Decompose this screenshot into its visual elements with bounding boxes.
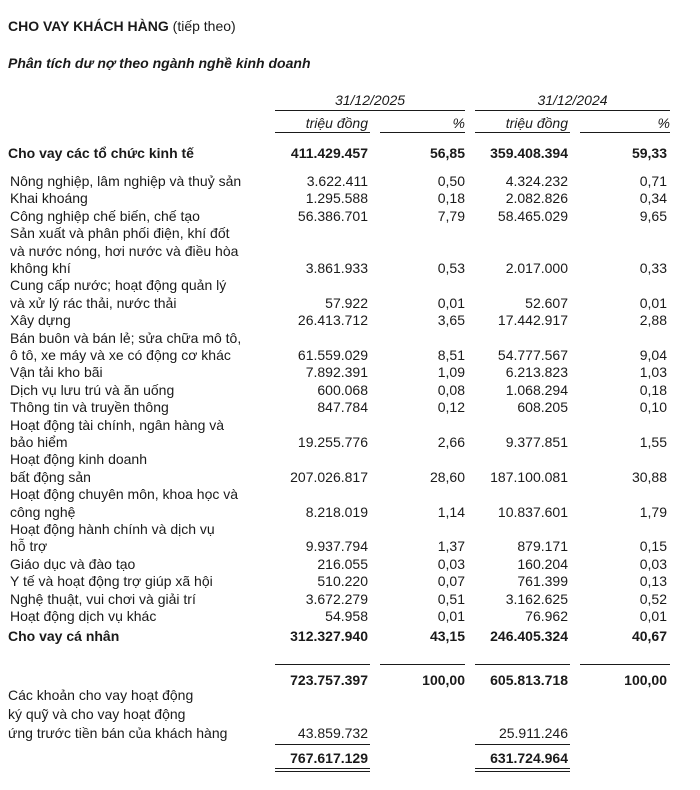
row-label: Giáo dục và đào tạo [10, 555, 136, 572]
row-label: Bán buôn và bán lẻ; sửa chữa mô tô, [10, 329, 242, 346]
row-2024-percent: 0,33 [639, 260, 667, 276]
row-2024-percent: 0,71 [639, 173, 667, 189]
row-label: công nghệ [10, 503, 76, 520]
row-2024-amount: 54.777.567 [497, 347, 568, 363]
row-2025-percent: 0,01 [437, 294, 465, 311]
row-2025-percent: 1,37 [437, 538, 465, 555]
row-2024-amount: 3.162.625 [505, 590, 568, 607]
row-2025-percent: 1,09 [437, 364, 465, 381]
row-2024-percent: 0,15 [639, 538, 667, 555]
row-label: Sản xuất và phân phối điện, khí đốt [10, 225, 230, 242]
margin-lending-2024-amount: 25.911.246 [498, 725, 568, 741]
row-2024-percent: 0,01 [639, 294, 667, 311]
row-2025-percent: 0,50 [437, 173, 465, 189]
row-label: Hoạt động hành chính và dịch vụ [10, 521, 215, 537]
grand-total-rule-2025 [275, 744, 370, 745]
row-2025-amount: 510.220 [317, 573, 368, 590]
subtotal-2024-percent: 100,00 [624, 672, 667, 688]
row-2025-percent: 0,51 [437, 590, 465, 607]
row-2025-amount: 54.958 [325, 608, 368, 624]
row-2024-percent: 0,01 [639, 608, 667, 624]
period-header-2024-underline [475, 110, 670, 111]
row-2024-percent: 0,13 [639, 573, 667, 590]
row-2025-amount: 3.622.411 [306, 173, 368, 189]
row-label: bất động sản [10, 468, 91, 485]
row-2024-percent: 9,65 [639, 207, 667, 224]
row-label: và nước nóng, hơi nước và điều hòa [10, 242, 239, 259]
subtotal-2025-amount: 723.757.397 [290, 672, 368, 688]
section-title [8, 18, 236, 34]
row-2024-amount: 10.837.601 [497, 503, 568, 520]
row-label: Thông tin và truyền thông [10, 399, 169, 416]
row-2024-amount: 246.405.324 [490, 628, 568, 645]
row-2025-amount: 9.937.794 [305, 538, 368, 555]
row-2024-amount: 52.607 [525, 294, 568, 311]
row-2024-amount: 2.082.826 [505, 190, 568, 207]
row-label: Cho vay cá nhân [8, 628, 120, 645]
row-label: Cho vay các tổ chức kinh tế [8, 145, 194, 161]
row-2025-percent: 0,53 [437, 260, 465, 276]
period-header-2025: 31/12/2025 [334, 92, 406, 108]
percent-header-2025: % [452, 115, 465, 131]
row-label: Khai khoáng [10, 190, 88, 207]
grand-total-double-rule-2025 [275, 768, 370, 772]
row-2024-amount: 17.442.917 [497, 312, 568, 329]
row-2025-amount: 26.413.712 [297, 312, 368, 329]
row-2024-amount: 76.962 [525, 608, 568, 624]
row-label: Y tế và hoạt động trợ giúp xã hội [10, 573, 213, 590]
row-label: Xây dựng [10, 312, 71, 329]
row-2024-percent: 9,04 [639, 347, 667, 363]
row-2025-amount: 56.386.701 [297, 207, 368, 224]
row-label: Dịch vụ lưu trú và ăn uống [10, 381, 175, 398]
row-2025-percent: 0,18 [437, 190, 465, 207]
row-2025-percent: 8,51 [437, 347, 465, 363]
row-2024-amount: 9.377.851 [505, 434, 568, 450]
subtotal-2024-amount: 605.813.718 [490, 672, 568, 688]
subtotal-rule-2024-percent [580, 664, 670, 665]
row-label: bảo hiểm [10, 434, 68, 450]
row-2025-percent: 43,15 [429, 628, 465, 645]
row-2025-amount: 7.892.391 [305, 364, 368, 381]
period-header-2025-underline [275, 110, 465, 111]
row-2025-percent: 3,65 [437, 312, 465, 329]
row-label: Hoạt động kinh doanh [10, 451, 147, 468]
grand-total-2024: 631.724.964 [490, 750, 568, 766]
row-2025-amount: 216.055 [317, 555, 368, 572]
row-2024-percent: 1,03 [639, 364, 667, 381]
row-2025-percent: 2,66 [437, 434, 465, 450]
row-2024-amount: 1.068.294 [505, 381, 568, 398]
row-2024-percent: 0,10 [639, 399, 667, 416]
row-2024-amount: 761.399 [517, 573, 568, 590]
row-2024-percent: 30,88 [631, 468, 667, 485]
row-2025-amount: 61.559.029 [297, 347, 368, 363]
row-2024-amount: 6.213.823 [505, 364, 568, 381]
row-2025-percent: 28,60 [429, 468, 465, 485]
percent-header-2024-underline [580, 132, 670, 133]
row-2024-amount: 608.205 [517, 399, 568, 416]
row-2024-percent: 0,34 [639, 190, 667, 207]
margin-lending-label-line-2: ký quỹ và cho vay hoạt động [8, 706, 186, 722]
row-2024-percent: 0,18 [639, 381, 667, 398]
row-2025-percent: 1,14 [437, 503, 465, 520]
row-label: Hoạt động chuyên môn, khoa học và [10, 486, 239, 503]
row-label: Cung cấp nước; hoạt động quản lý [10, 277, 227, 294]
row-2024-percent: 1,79 [639, 503, 667, 520]
row-2024-amount: 4.324.232 [505, 173, 568, 189]
margin-lending-label-line-1: Các khoản cho vay hoạt động [8, 687, 194, 703]
margin-lending-label-line-3: ứng trước tiền bán của khách hàng [8, 725, 228, 741]
grand-total-double-rule-2024 [475, 768, 570, 772]
unit-header-2025-underline [275, 132, 370, 133]
row-2025-amount: 847.784 [317, 399, 368, 416]
row-2025-amount: 57.922 [325, 294, 368, 311]
row-2025-amount: 19.255.776 [297, 434, 368, 450]
row-label: không khí [10, 260, 71, 276]
row-2025-percent: 0,07 [437, 573, 465, 590]
row-2024-percent: 2,88 [639, 312, 667, 329]
period-header-2024: 31/12/2024 [537, 92, 608, 108]
percent-header-2024: % [657, 115, 670, 131]
row-label: Nghệ thuật, vui chơi và giải trí [10, 590, 196, 607]
row-label: Hoạt động tài chính, ngân hàng và [10, 416, 225, 433]
row-2024-amount: 187.100.081 [490, 468, 568, 485]
row-label: ô tô, xe máy và xe có động cơ khác [10, 347, 231, 363]
subtotal-rule-2025-percent [380, 664, 465, 665]
row-2025-amount: 600.068 [317, 381, 368, 398]
row-2024-percent: 1,55 [639, 434, 667, 450]
subtotal-rule-2025-amount [275, 664, 370, 665]
margin-lending-2025-amount: 43.859.732 [297, 725, 368, 741]
row-label: hỗ trợ [10, 538, 48, 555]
row-2025-amount: 1.295.588 [305, 190, 368, 207]
row-label: và xử lý rác thải, nước thải [10, 294, 177, 311]
subsection-title: Phân tích dư nợ theo ngành nghề kinh doanh [8, 55, 311, 71]
unit-header-2025: triệu đồng [305, 115, 368, 131]
percent-header-2025-underline [380, 132, 465, 133]
row-2024-amount: 879.171 [517, 538, 568, 555]
subtotal-2025-percent: 100,00 [422, 672, 465, 688]
row-2025-amount: 3.672.279 [305, 590, 368, 607]
row-2024-amount: 2.017.000 [505, 260, 568, 276]
row-2024-percent: 59,33 [631, 145, 667, 161]
unit-header-2024: triệu đồng [505, 115, 568, 131]
row-2025-amount: 8.218.019 [305, 503, 368, 520]
row-2025-amount: 207.026.817 [290, 468, 368, 485]
unit-header-2024-underline [475, 132, 570, 133]
row-2025-percent: 0,01 [437, 608, 465, 624]
row-2025-percent: 7,79 [437, 207, 465, 224]
row-2025-percent: 0,12 [437, 399, 465, 416]
row-2024-amount: 160.204 [517, 555, 568, 572]
subtotal-rule-2024-amount [475, 664, 570, 665]
row-2025-percent: 56,85 [429, 145, 465, 161]
grand-total-2025: 767.617.129 [290, 750, 368, 766]
section-title-main: CHO VAY KHÁCH HÀNG [8, 18, 169, 34]
row-2024-percent: 0,03 [639, 555, 667, 572]
row-2024-amount: 359.408.394 [490, 145, 568, 161]
row-2025-amount: 312.327.940 [290, 628, 368, 645]
row-2025-percent: 0,08 [437, 381, 465, 398]
row-label: Công nghiệp chế biến, chế tạo [10, 207, 200, 224]
row-2025-amount: 411.429.457 [290, 145, 368, 161]
row-2025-percent: 0,03 [437, 555, 465, 572]
row-2024-percent: 0,52 [639, 590, 667, 607]
row-label: Vận tải kho bãi [10, 364, 103, 381]
grand-total-rule-2024 [475, 744, 570, 745]
row-label: Nông nghiệp, lâm nghiệp và thuỷ sản [10, 173, 242, 189]
row-label: Hoạt động dịch vụ khác [10, 608, 157, 624]
row-2024-amount: 58.465.029 [497, 207, 568, 224]
row-2025-amount: 3.861.933 [305, 260, 368, 276]
row-2024-percent: 40,67 [631, 628, 667, 645]
section-title-suffix: (tiếp theo) [168, 18, 236, 34]
